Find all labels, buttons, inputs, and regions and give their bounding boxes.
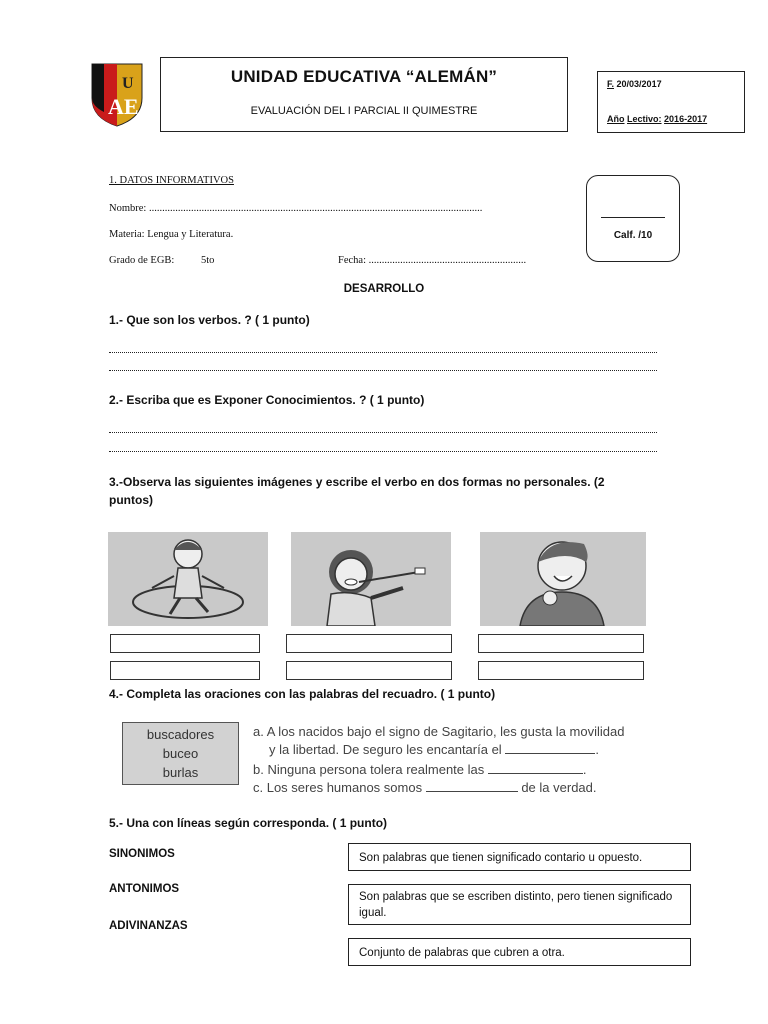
- boy-laughing-illustration: [480, 532, 646, 626]
- answer-box[interactable]: [110, 634, 260, 653]
- match-definition[interactable]: Conjunto de palabras que cubren a otra.: [348, 938, 691, 966]
- materia-line: Materia: Lengua y Literatura.: [109, 229, 234, 240]
- match-definition[interactable]: Son palabras que se escriben distinto, pero tienen significado igual.: [348, 884, 691, 925]
- grado-label: Grado de EGB:: [109, 255, 175, 266]
- sentence-c: [253, 780, 597, 795]
- answer-line[interactable]: [109, 370, 657, 371]
- question-5: 5.- Una con líneas según corresponda. ( 1 punto): [109, 816, 388, 830]
- word-box: [122, 722, 239, 785]
- grade-line[interactable]: [601, 217, 665, 218]
- answer-box[interactable]: [478, 661, 644, 680]
- date-value: 20/03/2017: [616, 79, 662, 89]
- school-name: UNIDAD EDUCATIVA “ALEMÁN”: [230, 67, 498, 86]
- fill-blank[interactable]: [488, 764, 583, 774]
- grado-value: 5to: [201, 255, 215, 266]
- match-term[interactable]: SINONIMOS: [109, 848, 175, 860]
- question-4: 4.- Completa las oraciones con las palabras del recuadro. ( 1 punto): [109, 687, 496, 701]
- year-line: [607, 114, 707, 124]
- girl-jumping-rope-illustration: [108, 532, 268, 626]
- svg-text:AE: AE: [108, 94, 139, 119]
- answer-box[interactable]: [478, 634, 644, 653]
- sentence-a-line-2: y la libertad. De seguro les encantaría el .: [269, 742, 599, 757]
- answer-box[interactable]: [110, 661, 260, 680]
- answer-line[interactable]: [109, 432, 657, 433]
- fecha-field[interactable]: Fecha: ............................................................: [338, 255, 527, 266]
- year-label-1: Año: [607, 114, 625, 124]
- datos-title: 1. DATOS INFORMATIVOS: [109, 175, 234, 186]
- sentence-text: y la libertad. De seguro les encantaría el: [269, 742, 502, 757]
- match-term[interactable]: ANTONIMOS: [109, 883, 180, 895]
- match-term[interactable]: ADIVINANZAS: [109, 920, 188, 932]
- fill-blank[interactable]: [505, 744, 595, 754]
- sentence-text: c. Los seres humanos somos: [253, 780, 423, 795]
- word-item: buceo: [162, 746, 199, 761]
- answer-line[interactable]: [109, 451, 657, 452]
- date-line: [607, 79, 662, 89]
- header-box: [160, 57, 568, 132]
- answer-line[interactable]: [109, 352, 657, 353]
- sentence-a-line-1: a. A los nacidos bajo el signo de Sagitario, les gusta la movilidad: [253, 724, 625, 739]
- grade-label: Calf. /10: [613, 230, 653, 241]
- date-label: F.: [607, 79, 615, 89]
- fill-blank[interactable]: [426, 782, 518, 792]
- nombre-field[interactable]: Nombre: ...............................................................................................................................: [109, 203, 483, 214]
- answer-box[interactable]: [286, 634, 452, 653]
- svg-text:U: U: [122, 75, 134, 92]
- question-1: 1.- Que son los verbos. ? ( 1 punto): [109, 313, 310, 327]
- word-item: buscadores: [146, 727, 215, 742]
- sentence-text: de la verdad.: [521, 780, 597, 795]
- section-title: DESARROLLO: [343, 283, 425, 295]
- sentence-text: b. Ninguna persona tolera realmente las: [253, 762, 485, 777]
- year-value: 2016-2017: [664, 114, 708, 124]
- school-logo: [88, 60, 146, 128]
- word-item: burlas: [162, 765, 199, 780]
- sentence-b: b. Ninguna persona tolera realmente las .: [253, 762, 587, 777]
- date-box: [597, 71, 745, 133]
- question-2: 2.- Escriba que es Exponer Conocimientos. ? ( 1 punto): [109, 393, 425, 407]
- question-3: 3.-Observa las siguientes imágenes y escribe el verbo en dos formas no personales. (2 puntos): [109, 475, 605, 507]
- year-label-2: Lectivo:: [627, 114, 662, 124]
- grade-box: [586, 175, 680, 262]
- match-definition[interactable]: Son palabras que tienen significado contario u opuesto.: [348, 843, 691, 871]
- exam-title: EVALUACIÓN DEL I PARCIAL II QUIMESTRE: [250, 105, 478, 117]
- answer-box[interactable]: [286, 661, 452, 680]
- girl-brushing-teeth-illustration: [291, 532, 451, 626]
